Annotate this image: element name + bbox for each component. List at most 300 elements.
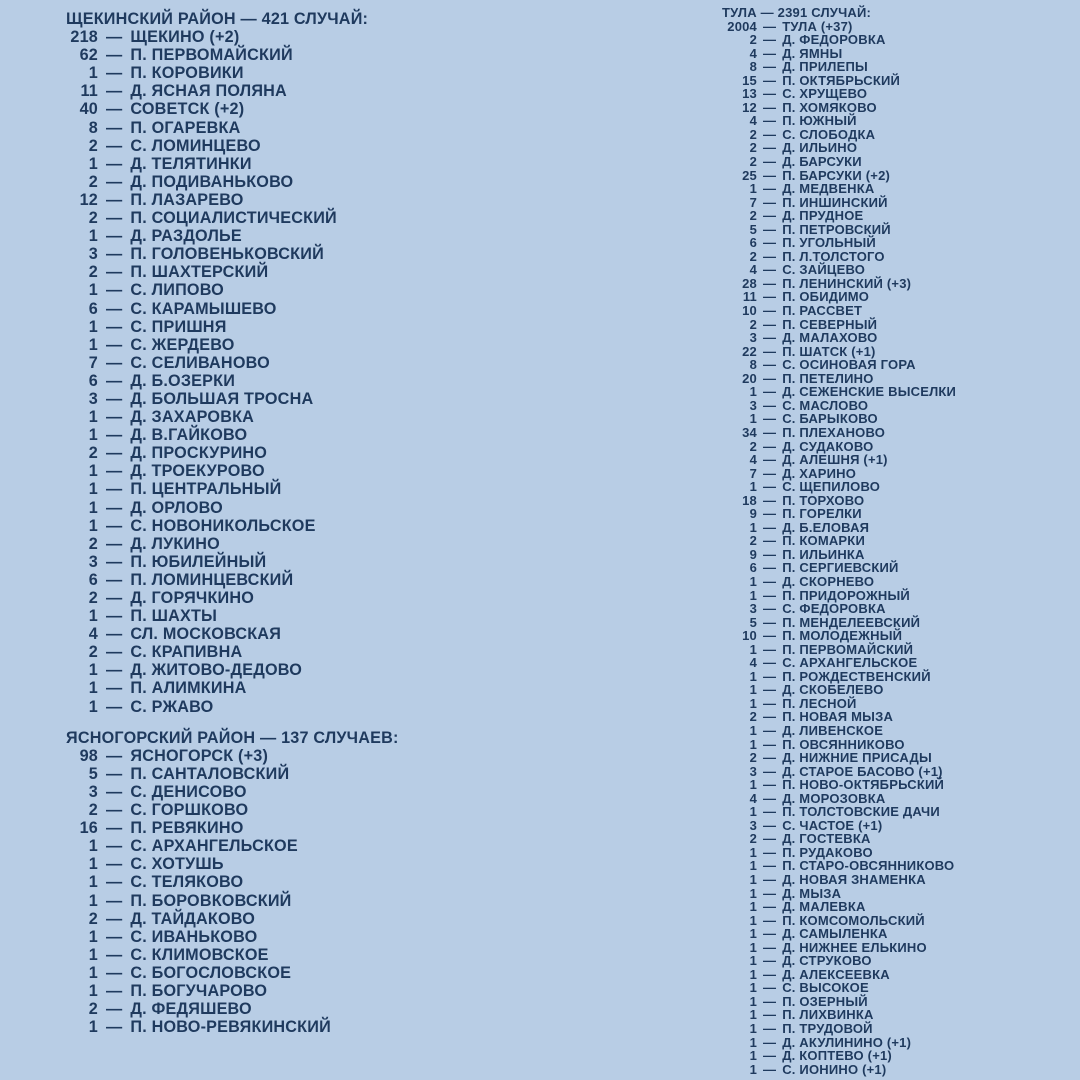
dash-separator: —	[763, 722, 777, 738]
dash-separator: —	[763, 167, 777, 183]
place-name: С. ЧАСТОЕ (+1)	[782, 817, 883, 833]
case-row	[56, 928, 399, 946]
case-row	[56, 698, 399, 716]
case-count: 10	[742, 628, 757, 644]
dash-separator: —	[763, 601, 777, 617]
dash-separator: —	[763, 926, 777, 942]
case-row	[56, 892, 399, 910]
case-row	[705, 1022, 956, 1036]
case-count: 1	[749, 993, 757, 1009]
case-row	[705, 169, 956, 183]
place-name: СОВЕТСК (+2)	[130, 100, 245, 119]
place-name: Д. ТАЙДАКОВО	[130, 909, 256, 928]
dash-separator: —	[763, 844, 777, 860]
dash-separator: —	[763, 614, 777, 630]
case-row	[705, 724, 956, 738]
case-row	[705, 304, 956, 318]
case-count: 1	[749, 736, 757, 752]
case-count: 2	[749, 248, 757, 264]
dash-separator: —	[763, 736, 777, 752]
case-row	[705, 846, 956, 860]
case-row	[56, 571, 399, 589]
case-count: 2004	[727, 18, 757, 34]
case-row	[705, 548, 956, 562]
case-count: 34	[742, 424, 757, 440]
case-row	[705, 643, 956, 657]
case-row	[705, 494, 956, 508]
dash-separator: —	[106, 353, 123, 372]
case-count: 10	[742, 303, 757, 319]
dash-separator: —	[106, 981, 123, 1000]
place-name: С. ЛИПОВО	[130, 281, 224, 300]
case-count: 8	[88, 118, 98, 137]
dash-separator: —	[763, 817, 777, 833]
place-name: П. ГОЛОВЕНЬКОВСКИЙ	[130, 245, 324, 264]
place-name: Д. ПРУДНОЕ	[782, 208, 864, 224]
place-name: Д. Б.ОЗЕРКИ	[130, 371, 236, 390]
case-row	[56, 281, 399, 299]
dash-separator: —	[763, 980, 777, 996]
place-name: П. УГОЛЬНЫЙ	[782, 235, 876, 251]
place-name: П. РЕВЯКИНО	[130, 819, 244, 838]
case-row	[705, 941, 956, 955]
case-count: 1	[749, 872, 757, 887]
dash-separator: —	[763, 750, 777, 766]
case-row	[705, 819, 956, 833]
place-name: С. НОВОНИКОЛЬСКОЕ	[130, 516, 316, 535]
dash-separator: —	[763, 939, 777, 955]
place-name: С. ГОРШКОВО	[130, 801, 249, 820]
place-name: Д. ЖИТОВО-ДЕДОВО	[130, 661, 303, 680]
case-count: 2	[749, 533, 757, 549]
case-count: 3	[749, 330, 757, 346]
dash-separator: —	[106, 909, 123, 928]
place-name: П. ЮБИЛЕЙНЫЙ	[130, 552, 267, 571]
case-row	[56, 444, 399, 462]
case-row	[705, 345, 956, 359]
place-name: П. САНТАЛОВСКИЙ	[130, 764, 290, 783]
place-name: Д. СКОБЕЛЕВО	[782, 682, 884, 698]
case-row	[705, 128, 956, 142]
dash-separator: —	[106, 335, 123, 354]
dash-separator: —	[763, 140, 777, 156]
case-count: 3	[749, 397, 757, 413]
place-name: Д. ФЕДЯШЕВО	[130, 1000, 252, 1019]
dash-separator: —	[106, 891, 123, 910]
case-row	[705, 141, 956, 155]
dash-separator: —	[106, 801, 123, 820]
dash-separator: —	[763, 1007, 777, 1023]
place-name: П. БОГУЧАРОВО	[130, 981, 268, 1000]
place-name: Д. АЛЕШНЯ (+1)	[782, 452, 888, 468]
case-row	[705, 440, 956, 454]
case-row	[705, 995, 956, 1009]
case-count: 2	[88, 909, 98, 928]
case-count: 1	[749, 1007, 757, 1023]
case-count: 9	[749, 506, 757, 522]
case-row	[705, 534, 956, 548]
place-name: Д. СКОРНЕВО	[782, 573, 875, 589]
place-name: П. ОГАРЕВКА	[130, 118, 241, 137]
dash-separator: —	[763, 154, 777, 170]
case-count: 5	[749, 221, 757, 237]
case-row	[705, 250, 956, 264]
dash-separator: —	[106, 873, 123, 892]
place-name: С. КРАПИВНА	[130, 643, 243, 662]
case-count: 2	[88, 444, 98, 463]
case-count: 40	[79, 100, 98, 119]
dash-separator: —	[106, 837, 123, 856]
case-count: 1	[749, 641, 757, 657]
case-count: 7	[88, 353, 98, 372]
dash-separator: —	[763, 587, 777, 603]
place-name: Д. ПРИЛЕПЫ	[782, 59, 868, 75]
case-count: 1	[88, 480, 98, 499]
dash-separator: —	[763, 370, 777, 386]
place-name: П. ПЕТЕЛИНО	[782, 370, 874, 386]
case-count: 1	[749, 777, 757, 793]
case-count: 3	[88, 552, 98, 571]
case-count: 1	[88, 408, 98, 427]
case-count: 3	[88, 245, 98, 264]
dash-separator: —	[106, 697, 123, 716]
case-count: 2	[88, 801, 98, 820]
place-name: С. МАСЛОВО	[782, 397, 869, 413]
case-row	[56, 336, 399, 354]
case-row	[56, 982, 399, 1000]
case-row	[705, 507, 956, 521]
case-row	[705, 426, 956, 440]
case-row	[56, 480, 399, 498]
dash-separator: —	[763, 126, 777, 142]
case-row	[56, 535, 399, 553]
case-row	[705, 521, 956, 535]
case-count: 2	[749, 316, 757, 332]
case-count: 1	[749, 1034, 757, 1050]
dash-separator: —	[763, 343, 777, 359]
dash-separator: —	[106, 245, 123, 264]
case-row	[705, 954, 956, 968]
case-count: 3	[88, 782, 98, 801]
dash-separator: —	[106, 408, 123, 427]
place-name: П. ПЕРВОМАЙСКИЙ	[130, 46, 293, 65]
case-row	[56, 119, 399, 137]
place-name: С. РЖАВО	[130, 697, 214, 716]
dash-separator: —	[763, 668, 777, 684]
case-row	[705, 196, 956, 210]
place-name: Д. ГОРЯЧКИНО	[130, 589, 255, 607]
case-count: 2	[88, 136, 98, 155]
case-count: 1	[749, 1061, 757, 1077]
case-row	[56, 553, 399, 571]
place-name: С. ВЫСОКОЕ	[782, 980, 869, 996]
case-count: 1	[749, 1021, 757, 1037]
case-count: 2	[749, 208, 757, 224]
case-count: 25	[742, 167, 757, 183]
case-row	[705, 710, 956, 724]
case-row	[705, 318, 956, 332]
dash-separator: —	[106, 281, 123, 300]
place-name: Д. НИЖНИЕ ПРИСАДЫ	[782, 750, 932, 766]
place-name: Д. Б.ЕЛОВАЯ	[782, 519, 870, 535]
dash-separator: —	[763, 1048, 777, 1064]
case-count: 1	[749, 926, 757, 942]
district-section	[56, 729, 399, 1037]
place-name: П. ЮЖНЫЙ	[782, 113, 857, 129]
case-count: 6	[88, 299, 98, 318]
place-name: Д. СТАРОЕ БАСОВО (+1)	[782, 763, 943, 779]
case-row	[56, 64, 399, 82]
case-row	[705, 236, 956, 250]
case-row	[56, 946, 399, 964]
dash-separator: —	[763, 519, 777, 535]
dash-separator: —	[763, 492, 777, 508]
left-column-case-list	[56, 10, 399, 1036]
dash-separator: —	[106, 963, 123, 982]
case-count: 4	[749, 113, 757, 129]
case-count: 1	[88, 855, 98, 874]
place-name: П. ЦЕНТРАЛЬНЫЙ	[130, 480, 282, 499]
place-name: С. СЛОБОДКА	[782, 126, 876, 142]
place-name: П. ШАХТЫ	[130, 607, 218, 626]
dash-separator: —	[106, 28, 123, 47]
case-row	[705, 101, 956, 115]
case-row	[56, 390, 399, 408]
place-name: П. СОЦИАЛИСТИЧЕСКИЙ	[130, 209, 337, 228]
case-row	[705, 697, 956, 711]
dash-separator: —	[106, 679, 123, 698]
dash-separator: —	[106, 589, 123, 607]
case-row	[56, 837, 399, 855]
dash-separator: —	[763, 763, 777, 779]
place-name: П. ОКТЯБРЬСКИЙ	[782, 72, 901, 88]
place-name: С. ЖЕРДЕВО	[130, 335, 235, 354]
case-row	[705, 589, 956, 603]
case-row	[705, 805, 956, 819]
place-name: Д. МЕДВЕНКА	[782, 181, 875, 197]
place-name: П. РУДАКОВО	[782, 844, 873, 860]
district-name: ЩЕКИНСКИЙ РАЙОН	[66, 10, 236, 28]
dash-separator: —	[763, 72, 777, 88]
case-row	[56, 679, 399, 697]
case-count: 1	[749, 953, 757, 969]
case-count: 3	[749, 817, 757, 833]
case-count: 20	[742, 370, 757, 386]
case-count: 1	[88, 154, 98, 173]
place-name: Д. ЛИВЕНСКОЕ	[782, 722, 884, 738]
case-count: 6	[88, 570, 98, 589]
dash-separator: —	[106, 389, 123, 408]
dash-separator: —	[763, 113, 777, 129]
place-name: Д. НОВАЯ ЗНАМЕНКА	[782, 872, 926, 887]
dash-separator: —	[106, 819, 123, 838]
case-row	[705, 372, 956, 386]
case-count: 2	[88, 1000, 98, 1019]
case-count: 2	[88, 263, 98, 282]
place-name: П. МОЛОДЕЖНЫЙ	[782, 628, 903, 644]
dash-separator: —	[106, 661, 123, 680]
case-row	[56, 462, 399, 480]
case-row	[705, 412, 956, 426]
case-row	[705, 1063, 956, 1077]
case-count: 1	[749, 479, 757, 495]
place-name: П. ЛОМИНЦЕВСКИЙ	[130, 570, 294, 589]
place-name: С. ХРУЩЕВО	[782, 86, 868, 102]
case-count: 1	[749, 384, 757, 400]
dash-separator: —	[106, 227, 123, 246]
place-name: С. ОСИНОВАЯ ГОРА	[782, 357, 916, 373]
dash-separator: —	[106, 855, 123, 874]
case-count: 1	[88, 426, 98, 445]
case-count: 8	[749, 59, 757, 75]
case-row	[705, 981, 956, 995]
dash-separator: —	[763, 966, 777, 982]
case-count: 1	[749, 858, 757, 874]
place-name: П. ПЕТРОВСКИЙ	[782, 221, 891, 237]
case-count: 4	[749, 452, 757, 468]
case-row	[705, 751, 956, 765]
case-count: 1	[88, 607, 98, 626]
case-count: 5	[749, 614, 757, 630]
place-name: П. ХОМЯКОВО	[782, 99, 877, 115]
place-name: П. ЛИХВИНКА	[782, 1007, 874, 1023]
case-count: 1	[749, 912, 757, 928]
case-count: 11	[742, 289, 757, 305]
case-count: 8	[749, 357, 757, 373]
case-count: 1	[749, 966, 757, 982]
case-count: 18	[742, 492, 757, 508]
dash-separator: —	[763, 208, 777, 224]
place-name: Д. БАРСУКИ	[782, 154, 862, 170]
place-name: П. КОМСОМОЛЬСКИЙ	[782, 912, 925, 928]
right-column-case-list	[705, 6, 956, 1076]
case-count: 4	[749, 262, 757, 278]
case-row	[56, 372, 399, 390]
case-row	[56, 209, 399, 227]
place-name: П. ГОРЕЛКИ	[782, 506, 862, 522]
case-count: 2	[88, 209, 98, 228]
case-row	[56, 1000, 399, 1018]
case-count: 28	[742, 275, 757, 291]
dash-separator: —	[106, 426, 123, 445]
dash-separator: —	[106, 625, 123, 644]
place-name: Д. В.ГАЙКОВО	[130, 426, 248, 445]
dash-separator: —	[763, 858, 777, 874]
dash-separator: —	[106, 118, 123, 137]
dash-separator: —	[763, 99, 777, 115]
case-count: 1	[749, 181, 757, 197]
place-name: Д. ЯМНЫ	[782, 45, 843, 61]
case-row	[705, 887, 956, 901]
case-row	[705, 385, 956, 399]
case-count: 2	[88, 589, 98, 607]
dash-separator: —	[763, 1061, 777, 1077]
place-name: П. ИНШИНСКИЙ	[782, 194, 888, 210]
dash-separator: —	[106, 444, 123, 463]
place-name: П. Л.ТОЛСТОГО	[782, 248, 885, 264]
dash-separator: —	[763, 194, 777, 210]
district-total-cases: — 2391 СЛУЧАЙ:	[756, 5, 872, 20]
case-count: 13	[742, 86, 757, 102]
place-name: С. АРХАНГЕЛЬСКОЕ	[130, 837, 298, 856]
dash-separator: —	[763, 235, 777, 251]
case-row	[705, 399, 956, 413]
place-name: П. ОЗЕРНЫЙ	[782, 993, 868, 1009]
case-count: 3	[749, 601, 757, 617]
dash-separator: —	[106, 534, 123, 553]
dash-separator: —	[763, 573, 777, 589]
dash-separator: —	[106, 46, 123, 65]
case-count: 2	[749, 831, 757, 847]
case-row	[705, 358, 956, 372]
place-name: Д. СУДАКОВО	[782, 438, 874, 454]
case-count: 1	[749, 411, 757, 427]
case-count: 1	[88, 837, 98, 856]
case-row	[705, 738, 956, 752]
dash-separator: —	[106, 552, 123, 571]
case-count: 1	[88, 963, 98, 982]
case-row	[705, 616, 956, 630]
case-count: 6	[749, 235, 757, 251]
dash-separator: —	[763, 275, 777, 291]
dash-separator: —	[106, 64, 123, 83]
place-name: П. ПРИДОРОЖНЫЙ	[782, 587, 910, 603]
dash-separator: —	[106, 746, 123, 765]
case-count: 1	[88, 661, 98, 680]
dash-separator: —	[763, 262, 777, 278]
case-count: 2	[749, 750, 757, 766]
place-name: Д. ПРОСКУРИНО	[130, 444, 268, 463]
place-name: Д. МАЛЕВКА	[782, 899, 866, 915]
place-name: Д. НИЖНЕЕ ЕЛЬКИНО	[782, 939, 927, 955]
case-row	[56, 964, 399, 982]
place-name: П. НОВАЯ МЫЗА	[782, 709, 894, 725]
place-name: Д. ЗАХАРОВКА	[130, 408, 255, 427]
case-row	[56, 300, 399, 318]
place-name: С. БАРЫКОВО	[782, 411, 878, 427]
case-row	[705, 602, 956, 616]
case-count: 1	[749, 844, 757, 860]
case-row	[705, 683, 956, 697]
case-row	[56, 873, 399, 891]
case-row	[705, 331, 956, 345]
place-name: П. НОВО-ОКТЯБРЬСКИЙ	[782, 777, 945, 793]
case-row	[705, 561, 956, 575]
place-name: С. ЩЕПИЛОВО	[782, 479, 881, 495]
place-name: П. ПЕРВОМАЙСКИЙ	[782, 641, 914, 657]
dash-separator: —	[763, 397, 777, 413]
case-count: 1	[749, 668, 757, 684]
place-name: Д. БОЛЬШАЯ ТРОСНА	[130, 389, 314, 408]
case-row	[705, 277, 956, 291]
dash-separator: —	[763, 330, 777, 346]
dash-separator: —	[763, 1021, 777, 1037]
place-name: Д. САМЫЛЕНКА	[782, 926, 888, 942]
case-count: 1	[88, 1018, 98, 1037]
place-name: П. ОБИДИМО	[782, 289, 870, 305]
dash-separator: —	[763, 438, 777, 454]
case-row	[56, 28, 399, 46]
case-count: 1	[88, 281, 98, 300]
dash-separator: —	[763, 357, 777, 373]
dash-separator: —	[763, 59, 777, 75]
case-count: 2	[749, 709, 757, 725]
place-name: ТУЛА (+37)	[782, 18, 853, 34]
case-count: 1	[88, 945, 98, 964]
place-name: Д. ГОСТЕВКА	[782, 831, 871, 847]
case-count: 2	[749, 438, 757, 454]
case-row	[56, 263, 399, 281]
